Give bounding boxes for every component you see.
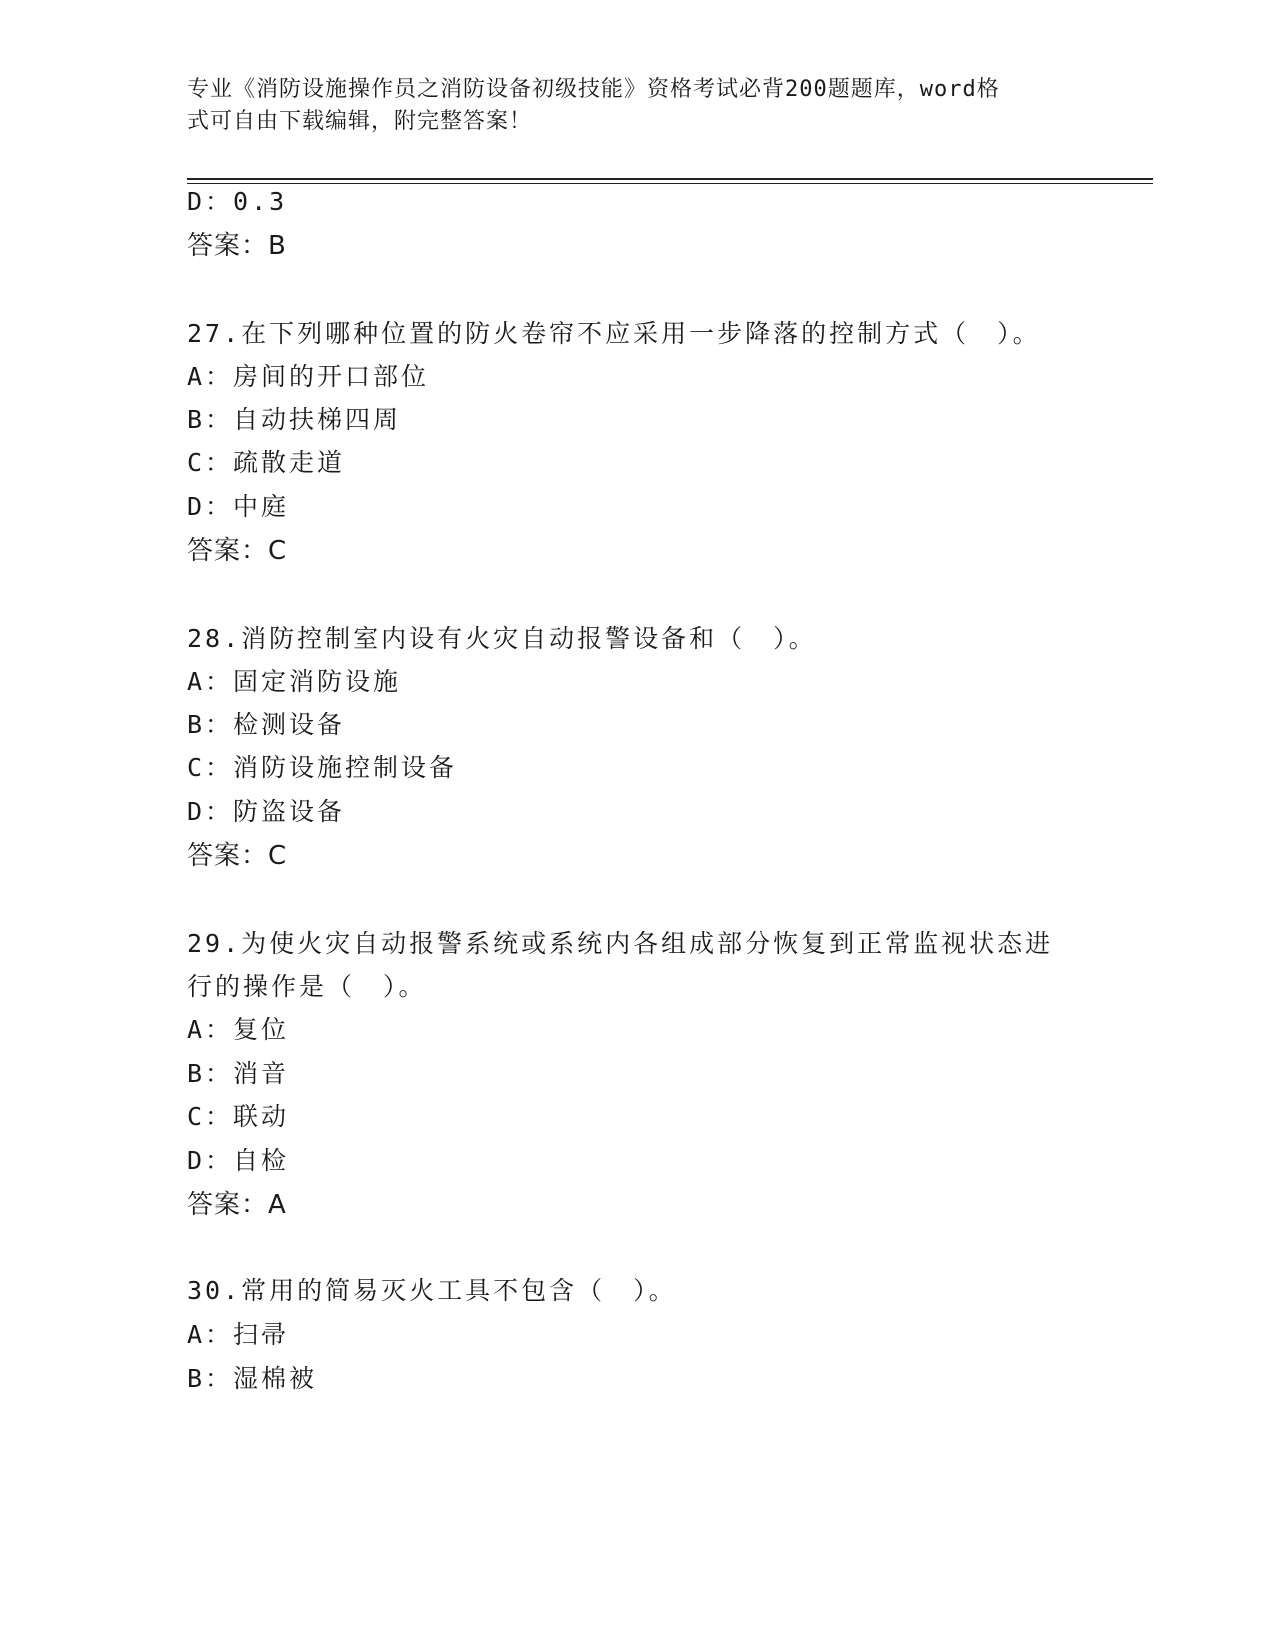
question-29-stem-line-1: 29.为使火灾自动报警系统或系统内各组成部分恢复到正常监视状态进 <box>187 929 1054 958</box>
question-28-option-b: B：检测设备 <box>187 710 346 739</box>
question-28-stem: 28.消防控制室内设有火灾自动报警设备和（ ）。 <box>187 624 817 653</box>
question-29-stem-line-2: 行的操作是（ ）。 <box>187 972 427 1001</box>
question-28-option-a: A：固定消防设施 <box>187 667 402 696</box>
question-28-answer: 答案：C <box>187 841 288 871</box>
header-divider-thin <box>187 183 1153 184</box>
question-30-option-a: A：扫帚 <box>187 1320 290 1349</box>
question-29-answer: 答案：A <box>187 1190 287 1220</box>
question-29-option-c: C：联动 <box>187 1102 290 1131</box>
question-29-option-d: D：自检 <box>187 1146 290 1175</box>
prev-answer: 答案：B <box>187 231 287 261</box>
question-28-option-c: C：消防设施控制设备 <box>187 753 458 782</box>
question-27-answer: 答案：C <box>187 536 288 566</box>
prev-option-d: D：0.3 <box>187 187 288 216</box>
question-27-option-c: C：疏散走道 <box>187 448 346 477</box>
question-27-option-b: B：自动扶梯四周 <box>187 405 402 434</box>
question-29-option-b: B：消音 <box>187 1059 290 1088</box>
header-divider <box>187 178 1153 180</box>
question-27-option-d: D：中庭 <box>187 492 290 521</box>
question-30-option-b: B：湿棉被 <box>187 1364 318 1393</box>
question-28-option-d: D：防盗设备 <box>187 797 346 826</box>
document-header <box>187 74 1067 138</box>
question-30-stem: 30.常用的简易灭火工具不包含（ ）。 <box>187 1276 677 1305</box>
header-line-2: 式可自由下载编辑，附完整答案！ <box>187 109 533 134</box>
question-27-stem: 27.在下列哪种位置的防火卷帘不应采用一步降落的控制方式（ ）。 <box>187 319 1041 348</box>
question-29-option-a: A：复位 <box>187 1015 290 1044</box>
question-27-option-a: A：房间的开口部位 <box>187 362 430 391</box>
header-line-1: 专业《消防设施操作员之消防设备初级技能》资格考试必背200题题库，word格 <box>187 77 1000 102</box>
